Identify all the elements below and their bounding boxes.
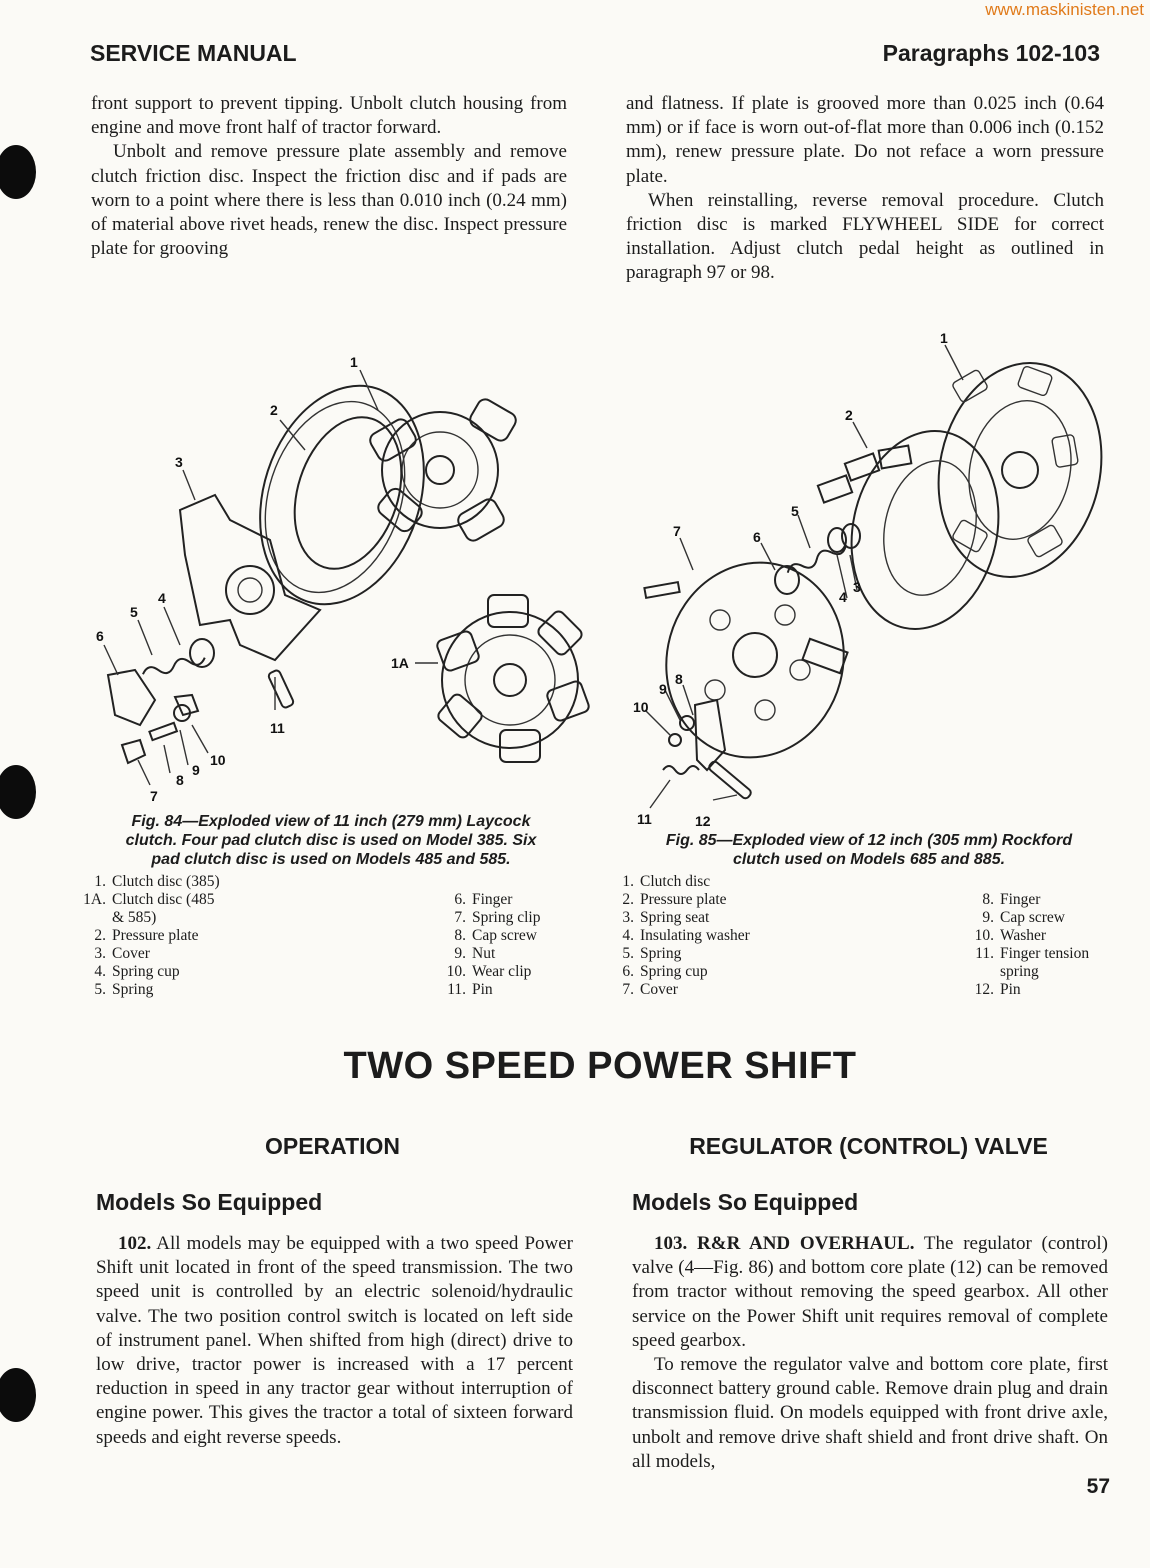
legend-item [78, 909, 278, 927]
legend-item [438, 927, 588, 945]
legend-number: 6. [622, 963, 634, 980]
legend-text: Spring [640, 945, 682, 962]
legend-number [966, 963, 1000, 981]
legend-text: Pin [472, 981, 493, 998]
legend-number: 5. [622, 945, 634, 962]
legend-item [606, 981, 826, 999]
fig85-label: 9 [659, 681, 667, 697]
fig84-caption [88, 812, 574, 869]
legend-item [606, 873, 826, 891]
legend-item [78, 981, 278, 999]
legend-text: Insulating washer [640, 927, 750, 944]
paragraph: front support to prevent tipping. Unbolt clutch housing from engine and move front half of tractor forward. [91, 93, 567, 139]
fig85-label: 7 [673, 523, 681, 539]
binder-hole-top [0, 145, 36, 199]
legend-item [438, 945, 588, 963]
legend-text: Cap screw [1000, 909, 1065, 926]
legend-number: 7. [454, 909, 466, 926]
fig84-label: 5 [130, 604, 138, 620]
legend-text: Spring [112, 981, 154, 998]
fig84-legend-right [438, 891, 588, 999]
fig84-label: 8 [176, 772, 184, 788]
legend-number: 4. [94, 963, 106, 980]
legend-number: 9. [454, 945, 466, 962]
fig85-label: 6 [753, 529, 761, 545]
fig85-pressure-plate [818, 417, 1016, 643]
legend-number: 1A. [83, 891, 106, 908]
legend-number: 5. [94, 981, 106, 998]
legend-number: 3. [622, 909, 634, 926]
paragraph: When reinstalling, reverse removal procedure. Clutch friction disc is marked FLYWHEEL SIDE for correct installation. Adjust clutch pedal height as outlined in paragraph 97 or 98. [626, 189, 1104, 284]
fig85-label: 5 [791, 503, 799, 519]
paragraph-number: 103. [654, 1233, 688, 1254]
running-header-right: Paragraphs 102-103 [882, 40, 1100, 66]
legend-item [78, 891, 278, 909]
legend-item [966, 945, 1116, 963]
legend-item [606, 963, 826, 981]
legend-item [606, 909, 826, 927]
subheading-left: Models So Equipped [96, 1189, 323, 1215]
fig84-label: 4 [158, 590, 166, 606]
legend-text: Pressure plate [112, 927, 199, 944]
fig84-pressure-plate [233, 364, 451, 625]
legend-text: & 585) [112, 909, 157, 926]
fig85-legend-right [966, 891, 1116, 999]
legend-item [78, 927, 278, 945]
legend-text: Cap screw [472, 927, 537, 944]
fig84-label: 1 [350, 354, 358, 370]
legend-text: Pressure plate [640, 891, 727, 908]
legend-text: Cover [112, 945, 150, 962]
legend-text: Finger tension [1000, 945, 1090, 962]
fig85-label: 11 [637, 811, 652, 827]
caption-line: pad clutch disc is used on Models 485 and 585. [151, 851, 511, 868]
legend-item [438, 981, 588, 999]
fig84-label: 11 [270, 720, 285, 736]
legend-number: 11. [447, 981, 466, 998]
legend-text: Clutch disc [640, 873, 711, 890]
fig85-label: 1 [940, 330, 948, 346]
legend-text: Finger [472, 891, 513, 908]
paragraph-text: All models may be equipped with a two speed Power Shift unit located in front of the speed transmission. The two speed unit is controlled by an electric solenoid/hydraulic valve. The two position control switch is located on left side of instrument panel. When shifted from high (direct) drive to low drive, tractor power is increased with a 17 percent reduction in speed in any tractor gear without interruption of engine power. This gives the tractor a total of sixteen forward speeds and eight reverse speeds. [96, 1233, 574, 1448]
fig85-clutch-disc [919, 348, 1115, 593]
legend-text: Nut [472, 945, 496, 962]
fig85-label: 4 [839, 589, 847, 605]
subheading-right: Models So Equipped [632, 1189, 859, 1215]
legend-item [966, 981, 1116, 999]
paragraph: and flatness. If plate is grooved more than 0.025 inch (0.64 mm) or if face is worn out-of-flat more than 0.006 inch (0.152 mm), renew pressure plate. Do not reface a worn pressure plate. [626, 93, 1104, 187]
fig84-label: 2 [270, 402, 278, 418]
running-header-left: SERVICE MANUAL [90, 40, 297, 66]
legend-number: 4. [622, 927, 634, 944]
legend-number: 3. [94, 945, 106, 962]
legend-number: 12. [974, 981, 994, 998]
paragraph-text: To remove the regulator valve and bottom core plate, first disconnect battery ground cable. Remove drain plug and drain transmission fluid. On models equipped with front drive axle, unbolt and remove drive shaft shield and front drive shaft. On all models, [632, 1354, 1108, 1472]
caption-line: Fig. 84—Exploded view of 11 inch (279 mm) Laycock [131, 813, 531, 830]
fig84-label: 6 [96, 628, 104, 644]
legend-number: 8. [982, 891, 994, 908]
caption-line: Fig. 85—Exploded view of 12 inch (305 mm) Rockford [665, 832, 1073, 849]
legend-item [966, 909, 1116, 927]
legend-text: Cover [640, 981, 678, 998]
legend-item [966, 891, 1116, 909]
legend-text: Spring cup [640, 963, 708, 980]
fig85-label: 3 [853, 579, 861, 595]
legend-item [966, 927, 1116, 945]
legend-number: 1. [94, 873, 106, 890]
legend-number: 2. [94, 927, 106, 944]
legend-number: 7. [622, 981, 634, 998]
fig84-label: 9 [192, 762, 200, 778]
legend-item [78, 945, 278, 963]
binder-hole-bottom [0, 1368, 36, 1422]
paragraph-103 [632, 1232, 1108, 1474]
legend-text: Clutch disc (485 [112, 891, 215, 908]
section-title: TWO SPEED POWER SHIFT [343, 1045, 857, 1087]
paragraph-lead: R&R AND OVERHAUL. [697, 1233, 915, 1254]
fig85-label: 8 [675, 671, 683, 687]
legend-item [438, 909, 588, 927]
legend-text: Spring cup [112, 963, 180, 980]
paragraph-number: 102. [118, 1233, 152, 1254]
paragraph-text: The regulator (control) valve (4—Fig. 86) and bottom core plate (12) can be removed from tractor without removing the speed gearbox. All other service on the Power Shift unit requires removal of complete speed gearbox. [632, 1233, 1108, 1351]
legend-number: 1. [622, 873, 634, 890]
paragraph: Unbolt and remove pressure plate assembly and remove clutch friction disc. Inspect the friction disc and if pads are worn to a point where there is less than 0.010 inch (0.24 mm) of material above rivet heads, renew the disc. Inspect pressure plate for grooving [91, 141, 567, 260]
legend-item [438, 963, 588, 981]
heading-operation: OPERATION [264, 1133, 401, 1159]
fig84-exploded-diagram [80, 345, 600, 810]
legend-number: 10. [446, 963, 466, 980]
top-left-column [91, 92, 567, 261]
fig84-label: 1A [391, 655, 409, 671]
top-right-column [626, 92, 1104, 286]
legend-text: Spring seat [640, 909, 710, 926]
fig84-legend-left [78, 873, 278, 999]
legend-number: 9. [982, 909, 994, 926]
legend-item [966, 963, 1116, 981]
fig85-legend-left [606, 873, 826, 999]
fig84-clutch-disc-six-pad [436, 595, 591, 762]
fig84-label: 10 [210, 752, 226, 768]
legend-item [606, 927, 826, 945]
legend-item [78, 873, 278, 891]
heading-regulator-valve: REGULATOR (CONTROL) VALVE [689, 1133, 1048, 1159]
watermark-url: www.maskinisten.net [985, 0, 1144, 19]
fig85-label: 10 [633, 699, 649, 715]
fig85-label: 2 [845, 407, 853, 423]
fig85-caption [626, 831, 1112, 869]
fig84-label: 3 [175, 454, 183, 470]
legend-text: spring [1000, 963, 1039, 980]
fig85-label: 12 [695, 813, 711, 829]
legend-text: Washer [1000, 927, 1047, 944]
legend-text: Pin [1000, 981, 1021, 998]
legend-number: 10. [974, 927, 994, 944]
legend-text: Wear clip [472, 963, 532, 980]
legend-item [606, 945, 826, 963]
fig84-label: 7 [150, 788, 158, 804]
caption-line: clutch. Four pad clutch disc is used on Model 385. Six [125, 832, 537, 849]
fig84-cover [180, 495, 320, 660]
legend-item [606, 891, 826, 909]
paragraph-102 [96, 1232, 573, 1450]
legend-item [78, 963, 278, 981]
legend-number: 6. [454, 891, 466, 908]
legend-item [438, 891, 588, 909]
legend-number: 8. [454, 927, 466, 944]
legend-text: Clutch disc (385) [112, 873, 220, 890]
fig85-exploded-diagram [625, 330, 1115, 830]
caption-line: clutch used on Models 685 and 885. [732, 851, 1006, 868]
legend-number: 11. [975, 945, 994, 962]
legend-text: Spring clip [472, 909, 541, 926]
legend-text: Finger [1000, 891, 1041, 908]
legend-number [78, 909, 112, 927]
legend-number: 2. [622, 891, 634, 908]
fig85-cover [644, 543, 865, 778]
page-number: 57 [1086, 1475, 1110, 1498]
binder-hole-middle [0, 765, 36, 819]
